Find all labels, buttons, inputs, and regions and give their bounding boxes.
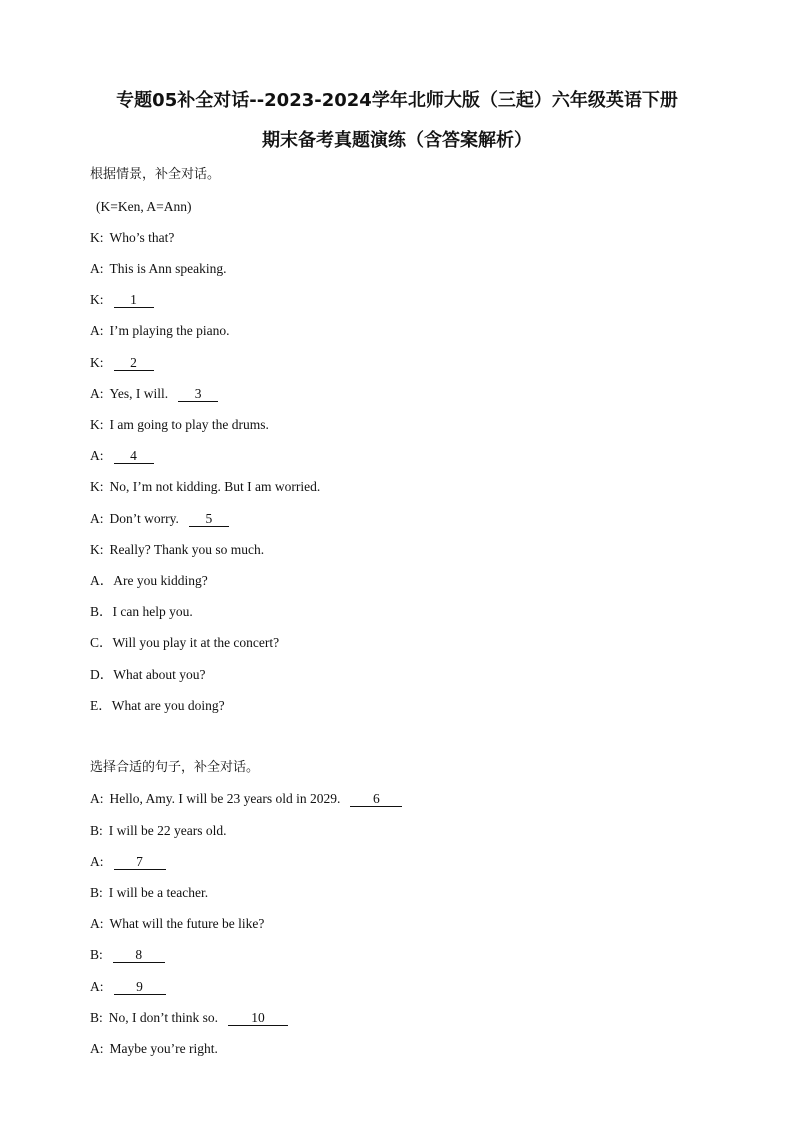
dialogue-line <box>90 510 229 528</box>
document-title-line-2: 期末备考真题演练（含答案解析） <box>262 130 532 151</box>
speaker: B: <box>90 947 103 962</box>
answer-blank[interactable]: 8 <box>113 948 165 963</box>
speaker: K: <box>90 479 104 494</box>
answer-blank[interactable]: 5 <box>189 512 229 527</box>
line-text: This is Ann speaking. <box>109 261 227 276</box>
speaker: A: <box>90 323 104 338</box>
dialogue-line <box>90 1009 288 1027</box>
dialogue-line <box>90 260 227 278</box>
section1-roles: (K=Ken, A=Ann) <box>96 199 192 214</box>
speaker: A: <box>90 448 104 463</box>
option-a: A．Are you kidding? <box>90 573 208 588</box>
answer-blank[interactable]: 6 <box>350 792 402 807</box>
line-text: Hello, Amy. I will be 23 years old in 2029. <box>109 791 341 806</box>
section2-instruction: 选择合适的句子，补全对话。 <box>90 760 260 775</box>
dialogue-line <box>90 416 269 434</box>
speaker: K: <box>90 230 104 245</box>
dialogue-line <box>90 322 229 340</box>
dialogue-line <box>90 541 264 559</box>
answer-blank[interactable]: 7 <box>114 855 166 870</box>
line-text: No, I don’t think so. <box>108 1010 219 1025</box>
answer-blank[interactable]: 10 <box>228 1011 288 1026</box>
speaker: A: <box>90 511 104 526</box>
dialogue-line <box>90 853 166 871</box>
speaker: B: <box>90 885 103 900</box>
line-text: I will be a teacher. <box>108 885 209 900</box>
dialogue-line <box>90 946 165 964</box>
line-text: Don’t worry. <box>109 511 179 526</box>
section1-instruction: 根据情景，补全对话。 <box>90 167 221 182</box>
answer-blank[interactable]: 4 <box>114 449 154 464</box>
speaker: A: <box>90 1041 104 1056</box>
speaker: K: <box>90 417 104 432</box>
document-title-line-1: 专题05补全对话--2023-2024学年北师大版（三起）六年级英语下册 <box>116 90 678 111</box>
dialogue-line <box>90 385 218 403</box>
dialogue-line <box>90 229 174 247</box>
speaker: K: <box>90 355 104 370</box>
line-text: Really? Thank you so much. <box>109 542 265 557</box>
dialogue-line <box>90 1040 218 1058</box>
dialogue-line <box>90 978 166 996</box>
speaker: A: <box>90 791 104 806</box>
line-text: I am going to play the drums. <box>109 417 269 432</box>
dialogue-line <box>90 354 154 372</box>
speaker: B: <box>90 1010 103 1025</box>
speaker: A: <box>90 854 104 869</box>
answer-blank[interactable]: 1 <box>114 293 154 308</box>
line-text: Maybe you’re right. <box>109 1041 218 1056</box>
speaker: A: <box>90 979 104 994</box>
dialogue-line <box>90 884 208 902</box>
speaker: A: <box>90 916 104 931</box>
option-b: B．I can help you. <box>90 604 193 619</box>
answer-blank[interactable]: 2 <box>114 356 154 371</box>
answer-blank[interactable]: 9 <box>114 980 166 995</box>
dialogue-line <box>90 915 264 933</box>
dialogue-line <box>90 447 154 465</box>
line-text: I’m playing the piano. <box>109 323 230 338</box>
option-c: C．Will you play it at the concert? <box>90 635 280 650</box>
dialogue-line <box>90 478 320 496</box>
speaker: K: <box>90 292 104 307</box>
speaker: K: <box>90 542 104 557</box>
speaker: A: <box>90 261 104 276</box>
line-text: I will be 22 years old. <box>108 823 227 838</box>
line-text: Yes, I will. <box>109 386 169 401</box>
speaker: B: <box>90 823 103 838</box>
dialogue-line <box>90 291 154 309</box>
line-text: Who’s that? <box>109 230 175 245</box>
option-e: E．What are you doing? <box>90 698 225 713</box>
line-text: No, I’m not kidding. But I am worried. <box>109 479 321 494</box>
option-d: D．What about you? <box>90 667 206 682</box>
dialogue-line <box>90 822 227 840</box>
dialogue-line <box>90 790 402 808</box>
answer-blank[interactable]: 3 <box>178 387 218 402</box>
speaker: A: <box>90 386 104 401</box>
line-text: What will the future be like? <box>109 916 265 931</box>
